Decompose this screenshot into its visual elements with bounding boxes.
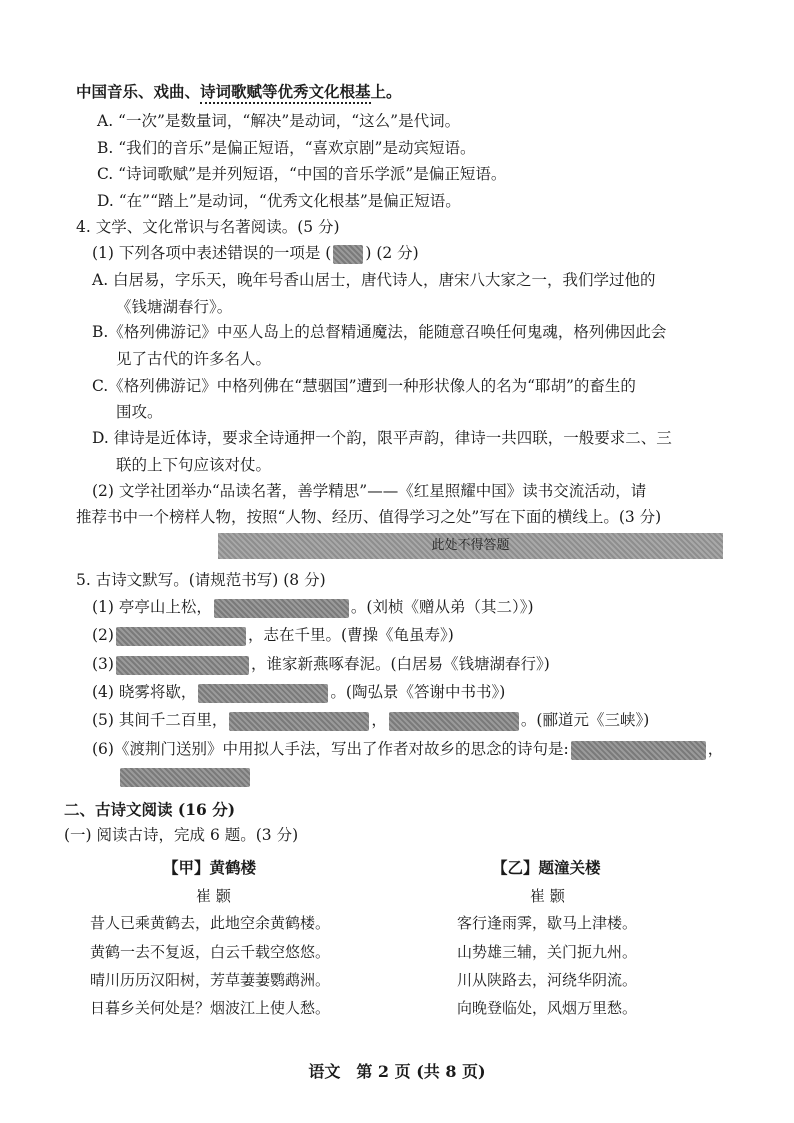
answer-redaction — [571, 741, 706, 760]
q5-line-6-continued — [118, 766, 252, 787]
poem-a-line-3: 晴川历历汉阳树，芳草萋萋鹦鹉洲。 — [90, 971, 331, 989]
q4-option-d-line2: 联的上下句应该对仗。 — [116, 456, 272, 474]
q4-sub1 — [92, 243, 419, 264]
q4-option-b-line1: B.《格列佛游记》中巫人岛上的总督精通魔法，能随意召唤任何鬼魂，格列佛因此会 — [92, 323, 667, 341]
poem-b-line-2: 山势雄三辅，关门扼九州。 — [457, 943, 638, 961]
answer-redaction — [229, 712, 369, 731]
poem-b-line-1: 客行逢雨霁，歇马上津楼。 — [457, 914, 638, 932]
section2-heading: 二、古诗文阅读 (16 分) — [64, 800, 236, 819]
poem-b-line-4: 向晚登临处，风烟万里愁。 — [457, 999, 638, 1017]
page-footer: 语文 第 2 页 (共 8 页) — [308, 1062, 486, 1081]
q5-l5-comma: ， — [371, 711, 387, 729]
poem-b-author: 崔 颢 — [530, 887, 565, 905]
q5-line-3 — [92, 654, 550, 675]
q5-line-2 — [92, 625, 454, 646]
answer-redaction — [116, 627, 246, 646]
q5-line-5 — [92, 710, 649, 731]
q5-l3-text: ，谁家新燕啄春泥。(白居易《钱塘湖春行》) — [250, 655, 550, 673]
q5-l5-source: 。(郦道元《三峡》) — [520, 711, 650, 729]
q5-l5-text: (5) 其间千二百里， — [92, 711, 228, 729]
q5-l4-text: (4) 晓雾将歇， — [92, 683, 197, 701]
q3-option-a: A. “一次”是数量词，“解决”是动词，“这么”是代词。 — [97, 112, 461, 130]
q5-l2-number: (2) — [92, 626, 114, 644]
intro-line — [76, 82, 402, 102]
q4-sub2-line2: 推荐书中一个榜样人物，按照“人物、经历、值得学习之处”写在下面的横线上。(3 分) — [76, 508, 662, 526]
q5-l1-text: (1) 亭亭山上松， — [92, 598, 212, 616]
intro-prefix: 中国音乐、戏曲、 — [76, 82, 201, 101]
poem-a-line-1: 昔人已乘黄鹤去，此地空余黄鹤楼。 — [90, 914, 331, 932]
answer-redaction — [116, 656, 249, 675]
q4-option-d-line1: D. 律诗是近体诗，要求全诗通押一个韵，限平声韵，律诗一共四联，一般要求二、三 — [92, 429, 672, 447]
q5-l2-text: ，志在千里。(曹操《龟虽寿》) — [247, 626, 454, 644]
q3-option-d: D. “在”“踏上”是动词，“优秀文化根基”是偏正短语。 — [97, 192, 461, 210]
poem-a-title: 【甲】黄鹤楼 — [163, 858, 257, 877]
answer-redaction — [198, 684, 328, 703]
answer-redaction — [120, 768, 250, 787]
q4-option-b-line2: 见了古代的许多名人。 — [116, 350, 272, 368]
q5-l6-text: (6)《渡荆门送别》中用拟人手法，写出了作者对故乡的思念的诗句是: — [92, 740, 569, 758]
poem-b-line-3: 川从陕路去，河绕华阴流。 — [457, 971, 638, 989]
q3-option-c: C. “诗词歌赋”是并列短语，“中国的音乐学派”是偏正短语。 — [97, 165, 507, 183]
q4-heading: 4. 文学、文化常识与名著阅读。(5 分) — [76, 218, 340, 236]
q5-line-1 — [92, 597, 534, 618]
answer-redaction — [389, 712, 519, 731]
q5-l4-source: 。(陶弘景《答谢中书书》) — [330, 683, 506, 701]
q4-sub1-after: ) (2 分) — [365, 244, 419, 262]
q4-option-c-line1: C.《格列佛游记》中格列佛在“慧骃国”遭到一种形状像人的名为“耶胡”的畜生的 — [92, 377, 636, 395]
intro-dotted-text: 诗词歌赋等优秀文化根基 — [200, 82, 371, 104]
answer-redaction — [214, 599, 349, 618]
poem-a-line-2: 黄鹤一去不复返，白云千载空悠悠。 — [90, 943, 331, 961]
section2-sub: (一) 阅读古诗，完成 6 题。(3 分) — [64, 826, 299, 844]
q4-sub2-line1: (2) 文学社团举办“品读名著，善学精思”——《红星照耀中国》读书交流活动，请 — [92, 482, 647, 500]
q3-option-b: B. “我们的音乐”是偏正短语，“喜欢京剧”是动宾短语。 — [97, 139, 476, 157]
q5-line-4 — [92, 682, 505, 703]
poem-a-line-4: 日暮乡关何处是？烟波江上使人愁。 — [90, 999, 331, 1017]
answer-redaction — [333, 245, 363, 264]
q4-option-a-line2: 《钱塘湖春行》。 — [116, 298, 233, 316]
q4-option-a-line1: A. 白居易，字乐天，晚年号香山居士，唐代诗人，唐宋八大家之一，我们学过他的 — [92, 271, 656, 289]
q4-sub1-before: (1) 下列各项中表述错误的一项是 ( — [92, 244, 332, 262]
poem-a-author: 崔 颢 — [196, 887, 231, 905]
intro-suffix: 上。 — [370, 82, 402, 101]
q5-l1-source: 。(刘桢《赠从弟（其二）》) — [350, 598, 534, 616]
q5-l3-number: (3) — [92, 655, 114, 673]
q5-l6-comma: ， — [707, 740, 724, 758]
no-answer-banner: 此处不得答题 — [218, 533, 723, 559]
q5-heading: 5. 古诗文默写。(请规范书写) (8 分) — [76, 571, 326, 589]
q5-line-6 — [92, 739, 723, 760]
q4-option-c-line2: 围攻。 — [116, 403, 163, 421]
poem-b-title: 【乙】题潼关楼 — [492, 858, 601, 877]
